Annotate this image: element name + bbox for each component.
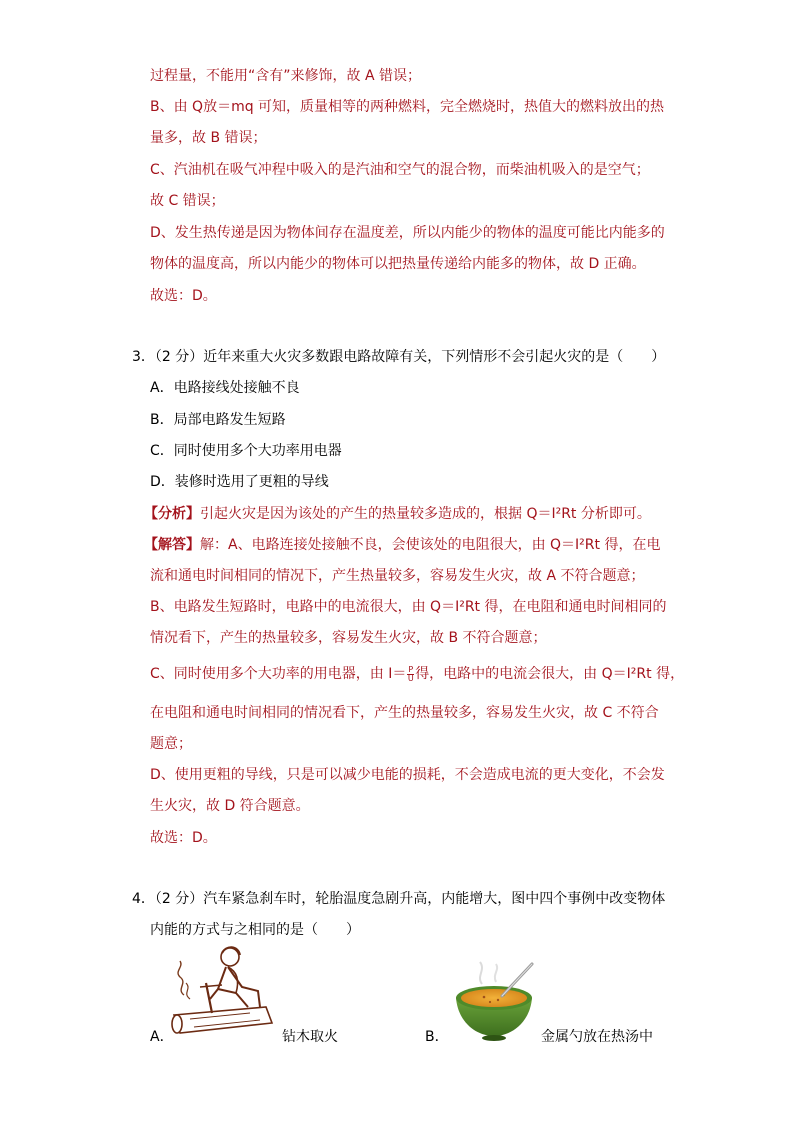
q3-solution-line: 情况看下，产生的热量较多，容易发生火灾，故 B 不符合题意；	[150, 630, 547, 646]
q3-option-b: B．局部电路发生短路	[150, 412, 286, 428]
q3-option-a: A．电路接线处接触不良	[150, 380, 300, 396]
prev-solution-line: D、发生热传递是因为物体间存在温度差，所以内能少的物体的温度可能比内能多的	[150, 225, 665, 241]
solution-text: 解：A、电路连接处接触不良，会使该处的电阻很大，由 Q＝I²Rt 得，在电	[200, 537, 661, 553]
q4-option-a-caption: 钻木取火	[282, 1029, 338, 1045]
q4-option-a-label: A．	[150, 1029, 174, 1045]
q3-option-c: C．同时使用多个大功率用电器	[150, 443, 342, 459]
prev-solution-line: 故 C 错误；	[150, 193, 225, 209]
q3-option-d: D．装修时选用了更粗的导线	[150, 474, 329, 490]
q4-option-b-caption: 金属勺放在热汤中	[541, 1029, 653, 1045]
q3-solution-line-with-fraction	[150, 664, 684, 684]
prev-solution-line: C、汽油机在吸气冲程中吸入的是汽油和空气的混合物，而柴油机吸入的是空气；	[150, 162, 650, 178]
prev-solution-line: 过程量，不能用“含有”来修饰，故 A 错误；	[150, 68, 421, 84]
q3-solution-line: D、使用更粗的导线，只是可以减少电能的损耗，不会造成电流的更大变化，不会发	[150, 767, 665, 783]
solution-tag: 【解答】	[144, 537, 200, 553]
prev-solution-line: 量多，故 B 错误；	[150, 130, 267, 146]
analysis-tag: 【分析】	[144, 506, 200, 522]
drill-wood-fire-illustration	[170, 943, 280, 1039]
fraction-numerator: P	[408, 664, 414, 674]
q3-solution-line: 生火灾，故 D 符合题意。	[150, 798, 310, 814]
q3-solution	[144, 535, 660, 555]
q4-option-b-label: B．	[425, 1029, 449, 1045]
q4-stem-continued: 内能的方式与之相同的是（ ）	[150, 922, 360, 938]
text-segment: 得，电路中的电流会很大，由 Q＝I²Rt 得，	[415, 666, 685, 682]
q4-stem: 4．（2 分）汽车紧急刹车时，轮胎温度急剧升高，内能增大，图中四个事例中改变物体	[132, 891, 666, 907]
prev-solution-line: 物体的温度高，所以内能少的物体可以把热量传递给内能多的物体，故 D 正确。	[150, 256, 646, 272]
q3-stem: 3．（2 分）近年来重大火灾多数跟电路故障有关，下列情形不会引起火灾的是（ ）	[132, 349, 666, 365]
q3-solution-line: 在电阻和通电时间相同的情况看下，产生的热量较多，容易发生火灾，故 C 不符合	[150, 705, 659, 721]
text-segment: C、同时使用多个大功率的用电器，由 I＝	[150, 666, 407, 682]
q3-answer: 故选：D。	[150, 830, 217, 846]
q3-solution-line: 题意；	[150, 736, 192, 752]
prev-answer: 故选：D。	[150, 288, 217, 304]
analysis-text: 引起火灾是因为该处的产生的热量较多造成的，根据 Q＝I²Rt 分析即可。	[200, 506, 651, 522]
q3-solution-line: B、电路发生短路时，电路中的电流很大，由 Q＝I²Rt 得，在电阻和通电时间相同的	[150, 599, 667, 615]
q3-solution-line: 流和通电时间相同的情况下，产生热量较多，容易发生火灾，故 A 不符合题意；	[150, 568, 645, 584]
fraction-p-over-u	[407, 666, 414, 683]
fraction-denominator: U	[407, 673, 414, 683]
q3-analysis	[144, 504, 651, 524]
spoon-in-soup-illustration	[452, 958, 538, 1042]
prev-solution-line: B、由 Q放＝mq 可知，质量相等的两种燃料，完全燃烧时，热值大的燃料放出的热	[150, 99, 665, 115]
